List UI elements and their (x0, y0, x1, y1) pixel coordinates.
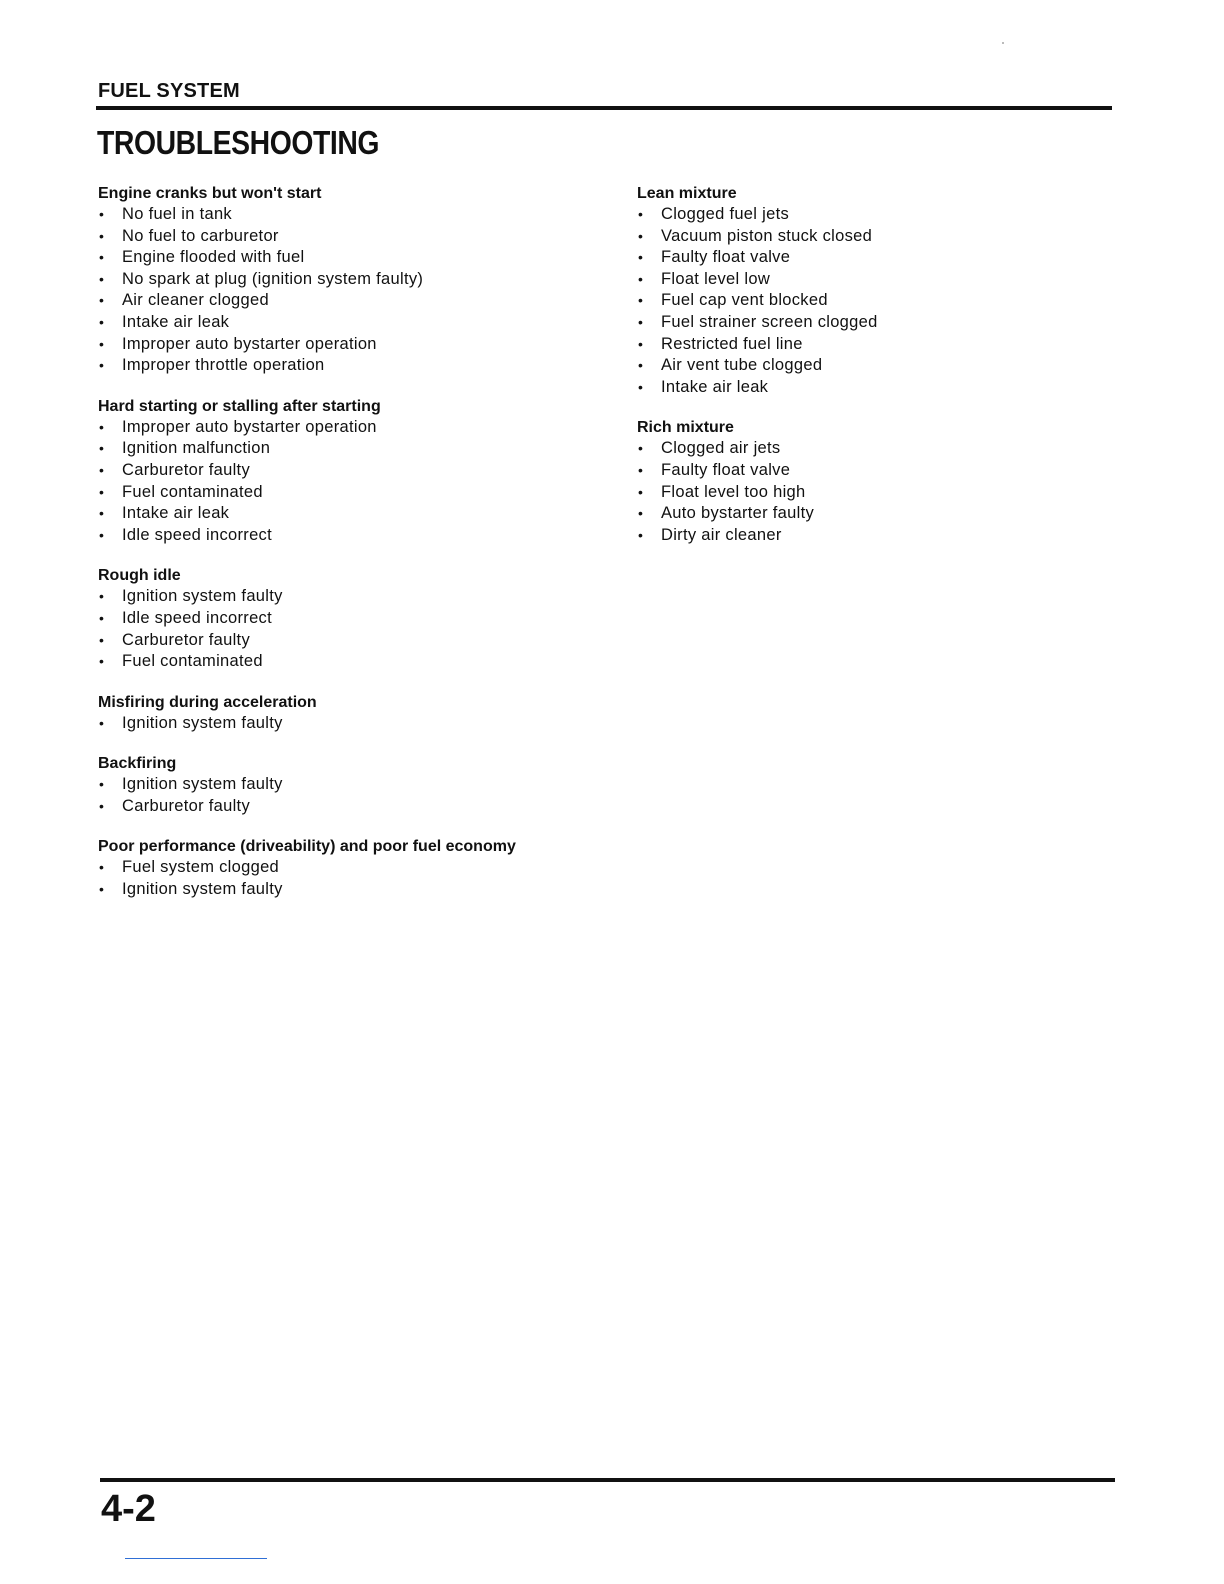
cause-item (98, 417, 598, 439)
symptom-group (98, 753, 598, 817)
bullet-icon: • (99, 292, 105, 309)
cause-item (98, 879, 598, 901)
cause-text: Fuel system clogged (122, 858, 280, 877)
header-rule (96, 106, 1112, 110)
cause-text: Air cleaner clogged (122, 291, 269, 310)
bullet-icon: • (638, 440, 644, 457)
footer-rule (100, 1478, 1115, 1482)
cause-text: Dirty air cleaner (661, 525, 782, 544)
scan-speck (1002, 42, 1004, 44)
cause-text: Ignition malfunction (122, 439, 271, 458)
cause-item (98, 269, 598, 291)
cause-item (637, 377, 1117, 399)
bullet-icon: • (99, 357, 105, 374)
bullet-icon: • (99, 588, 105, 605)
cause-text: Clogged fuel jets (661, 205, 790, 223)
cause-text: Clogged air jets (661, 439, 781, 458)
cause-item (637, 247, 1117, 269)
cause-item (98, 651, 598, 673)
cause-item (98, 482, 598, 504)
cause-text: Restricted fuel line (661, 334, 803, 353)
bullet-icon: • (99, 206, 105, 222)
bullet-icon: • (638, 313, 644, 330)
cause-item (98, 312, 598, 334)
cause-text: Float level too high (661, 482, 806, 501)
cause-text: Improper throttle operation (122, 356, 325, 375)
cause-text: Fuel contaminated (122, 482, 263, 501)
cause-text: Ignition system faulty (122, 713, 283, 732)
symptom-group (98, 692, 598, 735)
cause-item (637, 355, 1117, 377)
bullet-icon: • (638, 461, 644, 478)
section-header: FUEL SYSTEM (98, 80, 240, 102)
bullet-icon: • (638, 335, 644, 352)
cause-item (98, 460, 598, 482)
cause-item (637, 269, 1117, 291)
symptom-title: Lean mixture (637, 185, 737, 202)
bullet-icon: • (99, 526, 105, 543)
cause-item (98, 355, 598, 377)
bullet-icon: • (638, 526, 644, 543)
cause-text: Fuel contaminated (122, 652, 263, 671)
symptom-title: Poor performance (driveability) and poor fuel economy (98, 838, 516, 856)
cause-text: Intake air leak (122, 312, 230, 331)
cause-item (637, 334, 1117, 356)
symptom-group (98, 396, 598, 547)
bullet-icon: • (638, 270, 644, 287)
bullet-icon: • (99, 776, 105, 793)
bullet-icon: • (99, 631, 105, 648)
bullet-icon: • (99, 270, 105, 287)
cause-text: Faulty float valve (661, 248, 791, 267)
cause-text: Fuel strainer screen clogged (661, 312, 878, 331)
cause-text: Air vent tube clogged (661, 356, 823, 375)
cause-item (637, 204, 1117, 226)
cause-item (98, 226, 598, 248)
cause-text: Ignition system faulty (122, 775, 283, 794)
cause-text: Vacuum piston stuck closed (661, 226, 873, 245)
bullet-icon: • (99, 418, 105, 435)
symptom-title: Rich mixture (637, 419, 734, 437)
bullet-icon: • (99, 881, 105, 898)
bullet-icon: • (638, 249, 644, 266)
bullet-icon: • (99, 313, 105, 330)
cause-text: Carburetor faulty (122, 630, 250, 649)
cause-item (637, 438, 1117, 460)
cause-item (98, 774, 598, 796)
symptom-title: Misfiring during acceleration (98, 693, 317, 711)
scan-artifact-line (125, 1558, 267, 1559)
cause-item (98, 334, 598, 356)
bullet-icon: • (99, 461, 105, 478)
cause-text: Improper auto bystarter operation (122, 334, 377, 353)
bullet-icon: • (638, 206, 644, 222)
bullet-icon: • (99, 483, 105, 500)
cause-item (98, 204, 598, 226)
cause-item (98, 290, 598, 312)
cause-text: Improper auto bystarter operation (122, 417, 377, 436)
cause-text: Auto bystarter faulty (661, 504, 815, 523)
cause-text: Ignition system faulty (122, 880, 283, 899)
bullet-icon: • (99, 653, 105, 670)
bullet-icon: • (99, 249, 105, 266)
bullet-icon: • (99, 714, 105, 731)
symptom-group (98, 836, 598, 900)
cause-item (637, 290, 1117, 312)
cause-text: Idle speed incorrect (122, 608, 272, 627)
page-title: TROUBLESHOOTING (97, 124, 380, 161)
symptom-title: Backfiring (98, 755, 177, 773)
cause-item (637, 525, 1117, 547)
cause-item (98, 796, 598, 818)
symptom-group (637, 183, 1117, 398)
symptom-group (98, 565, 598, 672)
symptom-title: Rough idle (98, 567, 181, 585)
cause-item (98, 247, 598, 269)
symptom-title: Hard starting or stalling after starting (98, 397, 381, 415)
cause-item (637, 226, 1117, 248)
symptom-group (98, 183, 598, 377)
bullet-icon: • (99, 859, 105, 876)
cause-item (98, 438, 598, 460)
cause-text: No fuel in tank (122, 205, 232, 223)
cause-item (98, 713, 598, 735)
cause-item (98, 503, 598, 525)
cause-text: Idle speed incorrect (122, 525, 272, 544)
right-column (637, 183, 1117, 565)
cause-item (98, 608, 598, 630)
bullet-icon: • (638, 357, 644, 374)
bullet-icon: • (638, 378, 644, 395)
cause-item (98, 630, 598, 652)
bullet-icon: • (638, 227, 644, 244)
bullet-icon: • (638, 292, 644, 309)
cause-text: Carburetor faulty (122, 460, 250, 479)
bullet-icon: • (99, 797, 105, 814)
symptom-group (637, 417, 1117, 546)
bullet-icon: • (638, 483, 644, 500)
cause-item (98, 525, 598, 547)
cause-text: Faulty float valve (661, 460, 791, 479)
cause-item (98, 857, 598, 879)
bullet-icon: • (99, 609, 105, 626)
cause-item (637, 312, 1117, 334)
left-column (98, 183, 598, 920)
bullet-icon: • (99, 505, 105, 522)
cause-text: Intake air leak (122, 504, 230, 523)
cause-item (637, 503, 1117, 525)
cause-text: Engine flooded with fuel (122, 248, 305, 267)
bullet-icon: • (99, 440, 105, 457)
cause-text: Float level low (661, 269, 771, 288)
cause-text: Ignition system faulty (122, 587, 283, 606)
cause-text: Fuel cap vent blocked (661, 291, 828, 310)
bullet-icon: • (99, 335, 105, 352)
symptom-title: Engine cranks but won't start (98, 185, 322, 202)
cause-item (98, 586, 598, 608)
cause-item (637, 460, 1117, 482)
cause-item (637, 482, 1117, 504)
bullet-icon: • (99, 227, 105, 244)
cause-text: Carburetor faulty (122, 796, 250, 815)
cause-text: No fuel to carburetor (122, 226, 279, 245)
cause-text: Intake air leak (661, 377, 769, 396)
page-number: 4-2 (101, 1488, 156, 1530)
bullet-icon: • (638, 505, 644, 522)
cause-text: No spark at plug (ignition system faulty) (122, 269, 424, 288)
